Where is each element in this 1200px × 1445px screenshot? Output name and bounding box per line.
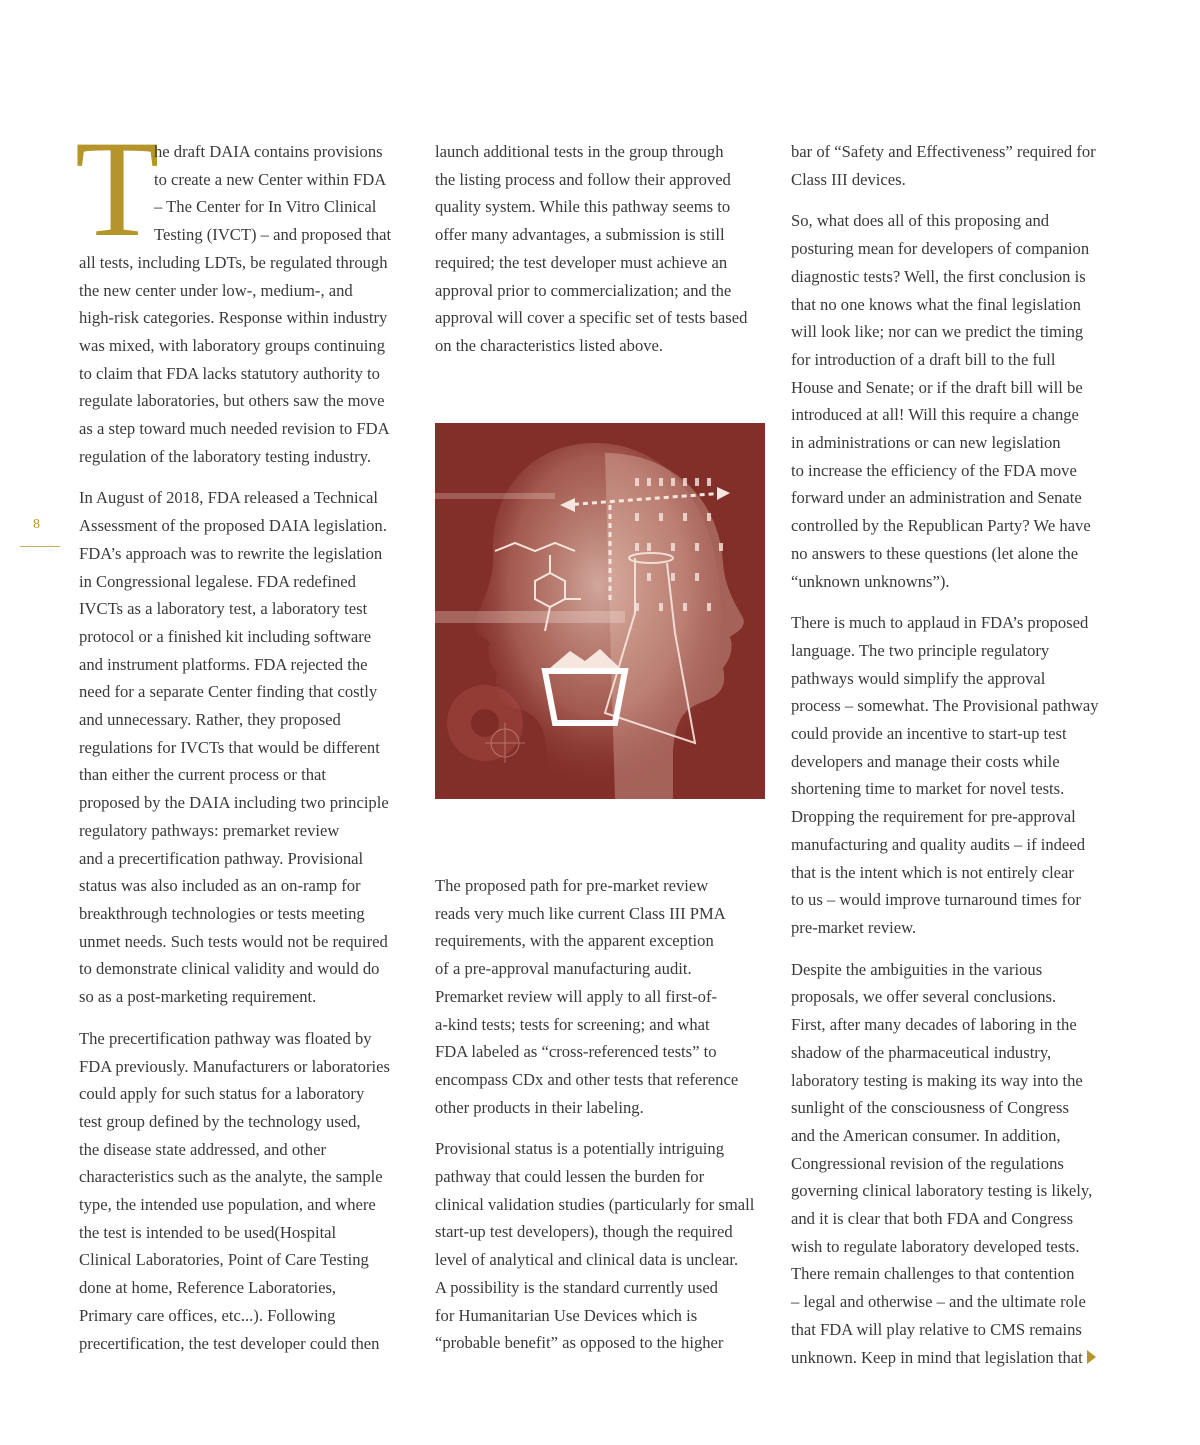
text-line: to us – would improve turnaround times for: [791, 890, 1081, 910]
text-line: First, after many decades of laboring in the: [791, 1015, 1077, 1035]
illustration-figure: [435, 423, 765, 799]
text-line: that FDA will play relative to CMS remains: [791, 1319, 1082, 1339]
text-line: reads very much like current Class III PMA: [435, 903, 726, 923]
text-line: will look like; nor can we predict the timing: [791, 322, 1084, 342]
paragraph: [435, 138, 770, 360]
text-line: was mixed, with laboratory groups continuing: [79, 335, 386, 355]
text-line: on the characteristics listed above.: [435, 335, 664, 355]
text-line: A possibility is the standard currently used: [435, 1277, 718, 1297]
text-line: In August of 2018, FDA released a Technical: [79, 488, 378, 508]
paragraph: [791, 956, 1121, 1372]
text-line: could apply for such status for a laboratory: [79, 1084, 365, 1104]
text-line: proposals, we offer several conclusions.: [791, 987, 1057, 1007]
text-line: Testing (IVCT) – and proposed that: [154, 225, 392, 245]
text-line: Primary care offices, etc...). Following: [79, 1305, 336, 1325]
text-line: and a precertification pathway. Provisional: [79, 848, 364, 868]
text-line: wish to regulate laboratory developed tests.: [791, 1236, 1080, 1256]
text-line: pathways would simplify the approval: [791, 668, 1046, 688]
gear-icon: [447, 685, 523, 761]
text-line: language. The two principle regulatory: [791, 640, 1050, 660]
text-line: regulatory pathways: premarket review: [79, 820, 340, 840]
text-line: and the American consumer. In addition,: [791, 1125, 1061, 1145]
paragraph: [791, 207, 1121, 595]
paragraph: [79, 138, 414, 470]
text-line: regulations for IVCTs that would be different: [79, 737, 380, 757]
text-line: forward under an administration and Senate: [791, 488, 1082, 508]
text-line: Premarket review will apply to all first-of-: [435, 986, 718, 1006]
text-line: to create a new Center within FDA: [154, 169, 387, 189]
text-line: the listing process and follow their approved: [435, 169, 731, 189]
paragraph: [435, 872, 770, 1121]
paragraph: [435, 1135, 770, 1357]
text-line: posturing mean for developers of companion: [791, 239, 1090, 259]
text-line: and it is clear that both FDA and Congress: [791, 1209, 1074, 1229]
text-line: unmet needs. Such tests would not be required: [79, 931, 388, 951]
text-line: Congressional revision of the regulations: [791, 1153, 1064, 1173]
text-line: House and Senate; or if the draft bill will be: [791, 377, 1083, 397]
text-line: as a step toward much needed revision to FDA: [79, 419, 390, 439]
text-line: – legal and otherwise – and the ultimate role: [791, 1292, 1086, 1312]
column-1: [79, 138, 414, 1371]
text-line: test group defined by the technology used,: [79, 1111, 361, 1131]
text-line: So, what does all of this proposing and: [791, 211, 1050, 231]
paragraph: [791, 609, 1121, 941]
text-line: level of analytical and clinical data is unclear.: [435, 1250, 739, 1270]
text-line: “probable benefit” as opposed to the higher: [435, 1333, 724, 1353]
text-line: diagnostic tests? Well, the first conclusion is: [791, 266, 1086, 286]
text-line: offer many advantages, a submission is still: [435, 225, 725, 245]
text-line: requirements, with the apparent exception: [435, 931, 714, 951]
text-line: to increase the efficiency of the FDA move: [791, 460, 1077, 480]
text-line: done at home, Reference Laboratories,: [79, 1278, 337, 1298]
text-line: Despite the ambiguities in the various: [791, 959, 1043, 979]
text-line: in administrations or can new legislation: [791, 433, 1061, 453]
page-rule: [20, 546, 60, 547]
text-line: There remain challenges to that contention: [791, 1264, 1075, 1284]
text-line: high-risk categories. Response within industry: [79, 308, 388, 328]
text-line: bar of “Safety and Effectiveness” required for: [791, 142, 1096, 161]
text-line: no answers to these questions (let alone the: [791, 543, 1079, 563]
text-line: Provisional status is a potentially intriguing: [435, 1139, 724, 1159]
text-line: all tests, including LDTs, be regulated through: [79, 252, 388, 272]
text-line: FDA labeled as “cross-referenced tests” to: [435, 1042, 717, 1062]
text-line: a-kind tests; tests for screening; and what: [435, 1014, 710, 1034]
text-line: regulation of the laboratory testing industry.: [79, 446, 372, 466]
text-line: introduced at all! Will this require a change: [791, 405, 1079, 425]
text-line: Class III devices.: [791, 169, 906, 189]
text-line: pre-market review.: [791, 917, 917, 937]
column-2-bottom: [435, 872, 770, 1371]
paragraph: [79, 484, 414, 1010]
text-line: “unknown unknowns”).: [791, 571, 950, 591]
text-line: precertification, the test developer could then: [79, 1333, 380, 1353]
text-line: FDA’s approach was to rewrite the legislation: [79, 543, 383, 563]
text-line: The precertification pathway was floated by: [79, 1028, 372, 1048]
text-line: the disease state addressed, and other: [79, 1139, 326, 1159]
text-line: Dropping the requirement for pre-approval: [791, 807, 1076, 827]
text-line: breakthrough technologies or tests meeting: [79, 903, 365, 923]
text-line: IVCTs as a laboratory test, a laboratory test: [79, 599, 368, 619]
head-silhouette-icon: [435, 423, 765, 799]
text-line: could provide an incentive to start-up test: [791, 724, 1067, 744]
text-line: shortening time to market for novel tests.: [791, 779, 1065, 799]
paragraph: [79, 1025, 414, 1357]
text-line: for introduction of a draft bill to the full: [791, 349, 1056, 369]
text-line: launch additional tests in the group through: [435, 142, 724, 161]
text-line: and unnecessary. Rather, they proposed: [79, 710, 341, 730]
text-line: the new center under low-, medium-, and: [79, 280, 353, 300]
text-line: There is much to applaud in FDA’s proposed: [791, 613, 1089, 633]
text-line: other products in their labeling.: [435, 1097, 644, 1117]
text-line: shadow of the pharmaceutical industry,: [791, 1042, 1052, 1062]
text-line: to demonstrate clinical validity and would do: [79, 959, 380, 979]
text-line: controlled by the Republican Party? We have: [791, 516, 1091, 536]
text-line: developers and manage their costs while: [791, 751, 1060, 771]
text-line: process – somewhat. The Provisional pathway: [791, 696, 1099, 716]
drop-cap: T: [75, 112, 160, 265]
text-line: manufacturing and quality audits – if indeed: [791, 834, 1085, 854]
text-line: that is the intent which is not entirely clear: [791, 862, 1074, 882]
text-line: required; the test developer must achieve an: [435, 252, 728, 272]
text-line: Assessment of the proposed DAIA legislation.: [79, 516, 387, 536]
text-line: so as a post-marketing requirement.: [79, 987, 317, 1007]
text-line: start-up test developers), though the required: [435, 1222, 733, 1242]
text-line: approval will cover a specific set of tests based: [435, 308, 748, 328]
text-line: clinical validation studies (particularly for small: [435, 1194, 755, 1214]
text-line: – The Center for In Vitro Clinical: [154, 197, 377, 217]
text-line: Clinical Laboratories, Point of Care Testing: [79, 1250, 369, 1270]
text-line: type, the intended use population, and where: [79, 1195, 376, 1215]
text-line: approval prior to commercialization; and the: [435, 280, 732, 300]
text-line: sunlight of the consciousness of Congress: [791, 1098, 1069, 1118]
text-line: need for a separate Center finding that costly: [79, 682, 378, 702]
text-line: encompass CDx and other tests that reference: [435, 1069, 739, 1089]
text-line: to claim that FDA lacks statutory authority to: [79, 363, 380, 383]
continue-arrow-icon: [1087, 1350, 1096, 1364]
text-line: governing clinical laboratory testing is likely,: [791, 1181, 1093, 1201]
text-line: laboratory testing is making its way into the: [791, 1070, 1083, 1090]
text-line: The proposed path for pre-market review: [435, 876, 709, 895]
text-line: of a pre-approval manufacturing audit.: [435, 959, 692, 979]
text-line: quality system. While this pathway seems to: [435, 197, 731, 217]
text-line: characteristics such as the analyte, the sample: [79, 1167, 383, 1187]
text-line: and instrument platforms. FDA rejected the: [79, 654, 368, 674]
text-line: that no one knows what the final legislation: [791, 294, 1081, 314]
text-line: the test is intended to be used(Hospital: [79, 1222, 337, 1242]
text-line: he draft DAIA contains provisions: [154, 142, 383, 161]
text-line: pathway that could lessen the burden for: [435, 1167, 705, 1187]
text-line: protocol or a finished kit including software: [79, 626, 372, 646]
text-line: in Congressional legalese. FDA redefined: [79, 571, 356, 591]
text-line: FDA previously. Manufacturers or laboratories: [79, 1056, 390, 1076]
page-number: 8: [33, 517, 40, 532]
text-line: regulate laboratories, but others saw the move: [79, 391, 385, 411]
column-2-top: [435, 138, 770, 374]
text-line: unknown. Keep in mind that legislation that: [791, 1344, 1121, 1372]
text-line: for Humanitarian Use Devices which is: [435, 1305, 698, 1325]
paragraph: [791, 138, 1121, 193]
text-line: than either the current process or that: [79, 765, 326, 785]
text-line: status was also included as an on-ramp for: [79, 876, 361, 896]
column-3: [791, 138, 1121, 1385]
text-line: proposed by the DAIA including two principle: [79, 793, 389, 813]
